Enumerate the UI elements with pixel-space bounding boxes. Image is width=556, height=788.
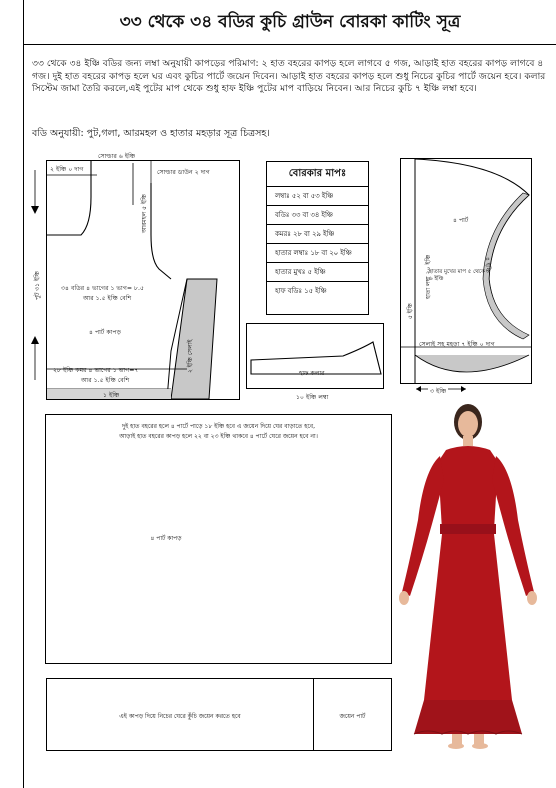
intro-paragraph: ৩৩ থেকে ৩৪ ইঞ্চি বডির জন্য লম্বা অনুযায়ী কাপড়ের পরিমাণ: ২ হাত বহরের কাপড় হলে লাগবে ৫ গজ, আড়াই হাত বহরের কাপড় লাগবে ৪ গজ। দুই হাত বহরের কাপড় হলে ঘর এবং কুচির পার্টে জয়েন দিবেন। আড়াই হাত বহরের কাপড় হলে শুধু নিচের কুচির পার্টে জয়েন হবে। কলার সিস্টেম জামা তৈরি করলে,এই পুটের মাপ থেকে শুধু হাফ ইঞ্চি পুটের মাপ বাড়িয়ে নিবেন। আর নিচের কুচি ৭ ইঞ্চি লম্বা হবে।: [32, 58, 546, 94]
sleeve-bottom-left: ৫ ইঞ্চি: [407, 303, 414, 319]
sleeve-part-label: ৪ পার্ট: [453, 217, 469, 224]
bottom-inch-label: ১ ইঞ্চি: [103, 392, 120, 399]
measurement-row: হাতার লম্বাঃ ১৮ বা ২০ ইঞ্চি: [267, 243, 368, 262]
sleeve-left-vertical: হাতা লম্বা ২০ ইঞ্চি: [425, 254, 432, 299]
margin-line: [23, 0, 24, 788]
skirt-pattern: [45, 414, 392, 664]
measurements-heading: বোরকার মাপঃ: [288, 168, 347, 179]
measurement-row: কমরঃ ২৮ বা ২৯ ইঞ্চি: [267, 224, 368, 243]
frill-note: এই কাপড় দিয়ে নিচের ঘেরে কুঁচি জয়েন করতে হবে: [119, 713, 241, 720]
measurement-row: হাফ বডিঃ ১৫ ইঞ্চি: [267, 281, 368, 300]
frill-join-label: জয়েন পার্ট: [339, 713, 366, 720]
collar-label: হাফ কলার: [299, 370, 325, 377]
sleeve-curve-label: ৪ ইঞ্চি: [484, 257, 491, 273]
measurement-row: বডিঃ ৩৩ বা ৩৪ ইঞ্চি: [267, 205, 368, 224]
measurement-row: লম্বাঃ ৫২ বা ৫৩ ইঞ্চি: [267, 186, 368, 205]
measurements-table: [266, 161, 369, 315]
sleeve-pattern: [400, 158, 532, 384]
page-title: ৩৩ থেকে ৩৪ বডির কুচি গ্রাউন বোরকা কাটিং সূত্র: [24, 0, 556, 45]
neck-corner-label: ২ ইঞ্চি ০ দাগ: [50, 166, 84, 173]
waist-line2: আর ১.৫ ইঞ্চি বেশি: [81, 377, 130, 384]
body-part-label: ৪ পার্ট কাপড়: [89, 329, 122, 336]
collar-pattern: [246, 323, 384, 389]
shoulder-down-label: সোল্ডার ডাউন ২ দাগ: [157, 169, 210, 176]
skirt-part-label: ৪ পার্ট কাপড়: [150, 535, 182, 542]
frill-pattern: [46, 678, 392, 751]
gown-model-image: [388, 400, 548, 760]
body-pattern: [46, 160, 240, 400]
body-arrows: [30, 170, 40, 390]
skirt-note-line1: দুই হাত বহরের হলে ৪ পার্টে পাড়ে ১৮ ইঞ্চি হবে এ জয়েন দিয়ে ঘের বাড়াতে হবে,: [121, 423, 315, 430]
collar-dimension: ১০ ইঞ্চি লম্বা: [296, 394, 329, 401]
waist-line1: ২৮ ইঞ্চি কমর ৪ ভাগের ১ ভাগ=৭: [53, 367, 139, 374]
measurement-row: হাতার মুখঃ ৫ ইঞ্চি: [267, 262, 368, 281]
sleeve-inch3-label: ৩ ইঞ্চি: [430, 388, 447, 395]
sleeve-seam-label: সেলাই সহ মহড়া ৭ ইঞ্চি ০ দাগ: [419, 341, 495, 348]
body-line2: আর ১.৫ ইঞ্চি বেশি: [83, 295, 132, 302]
side-strip-label: ২ ইঞ্চি সেলাই: [187, 339, 194, 373]
subtitle: বডি অনুযায়ী: পুট,গলা, আরমহল ও হাতার মহড়ার সূত্র চিত্রসহ।: [32, 128, 270, 139]
armhole-vertical-label: আরমহল ৫ ইঞ্চি: [141, 193, 148, 233]
body-line1: ৩৪ বডির ৪ ভাগের ১ ভাগ= ৮.৫: [61, 285, 145, 292]
sleeve-armhole-note: হাতার মুখের মাপ ৫ থেকে ৬ ইঞ্চি: [429, 269, 485, 282]
shoulder-top-label: সোল্ডার ৬ ইঞ্চি: [98, 153, 136, 160]
skirt-note-line2: আড়াই হাত বহরের কাপড় হলে ২২ বা ২৩ ইঞ্চি থাকবে ৪ পার্টে ঘেরে জয়েন হবে না।: [119, 433, 318, 440]
left-vertical-label: পুট ৩১ ইঞ্চি: [34, 270, 41, 300]
